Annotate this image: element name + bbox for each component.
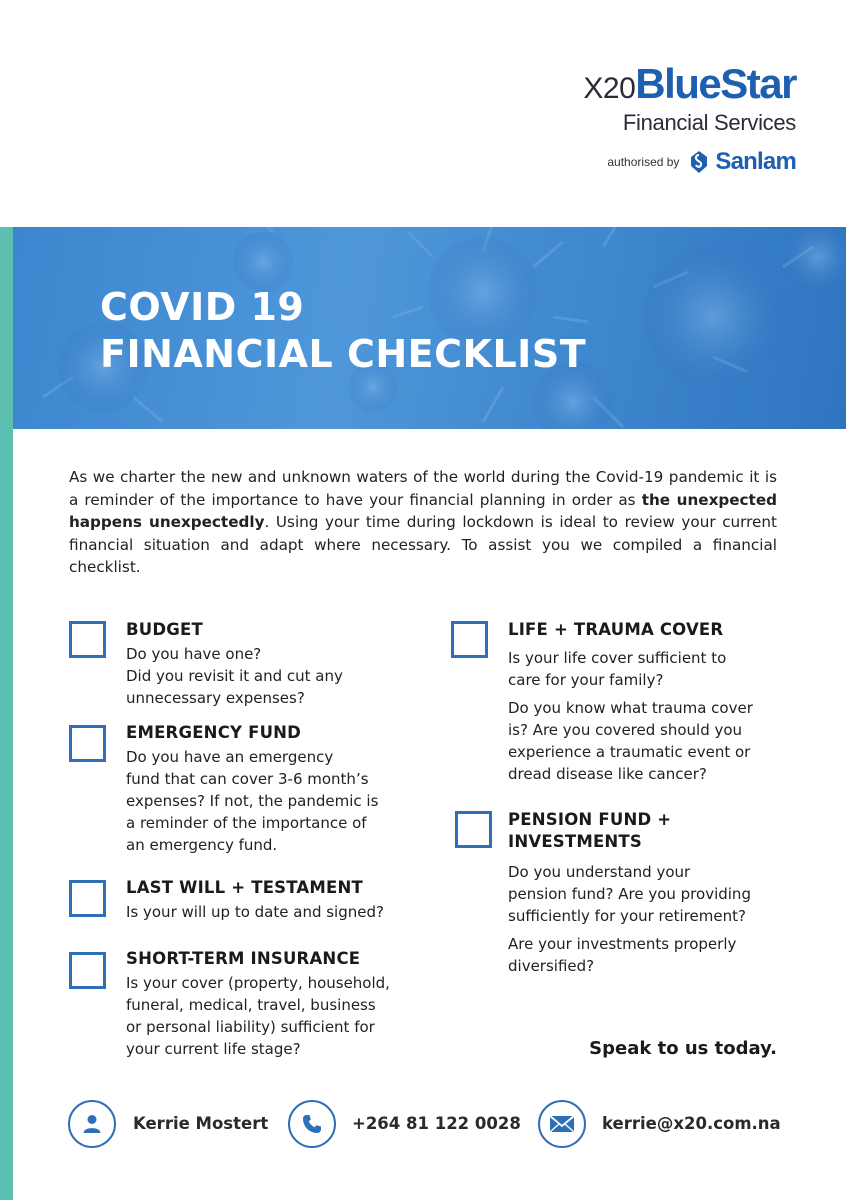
logo-prefix: X20 <box>583 72 636 105</box>
page-title <box>100 284 586 378</box>
insurance-line: Is your cover (property, household, <box>126 974 390 992</box>
contact-phone[interactable]: +264 81 122 0028 <box>352 1114 521 1133</box>
title-line-1: COVID 19 <box>100 285 305 329</box>
emergency-fund-title: EMERGENCY FUND <box>126 723 302 742</box>
life-trauma-line: care for your family? <box>508 671 664 689</box>
pension-line: pension fund? Are you providing <box>508 885 751 903</box>
authorised-by-label: authorised by <box>607 155 680 169</box>
phone-icon[interactable] <box>288 1100 336 1148</box>
logo-subtitle: Financial Services <box>622 110 796 135</box>
life-trauma-line: Is your life cover sufficient to <box>508 649 727 667</box>
company-logo <box>496 62 796 176</box>
title-line-2: FINANCIAL CHECKLIST <box>100 332 587 376</box>
pension-title: PENSION FUND + <box>508 810 672 829</box>
emergency-fund-line: an emergency fund. <box>126 836 278 854</box>
pension-line: Are your investments properly <box>508 935 737 953</box>
emergency-fund-line: expenses? If not, the pandemic is <box>126 792 379 810</box>
pension-line: diversified? <box>508 957 595 975</box>
life-trauma-line: is? Are you covered should you <box>508 721 743 739</box>
mail-icon[interactable] <box>538 1100 586 1148</box>
pension-line: sufficiently for your retirement? <box>508 907 746 925</box>
call-to-action: Speak to us today. <box>589 1038 777 1059</box>
pension-checkbox[interactable] <box>455 811 492 848</box>
emergency-fund-line: a reminder of the importance of <box>126 814 367 832</box>
life-trauma-checkbox[interactable] <box>451 621 488 658</box>
insurance-line: your current life stage? <box>126 1040 301 1058</box>
contact-email[interactable]: kerrie@x20.com.na <box>602 1114 781 1133</box>
hero-banner <box>13 227 846 429</box>
emergency-fund-checkbox[interactable] <box>69 725 106 762</box>
pension-title: INVESTMENTS <box>508 832 642 851</box>
intro-emphasis: the unexpected happens unexpectedly <box>69 490 777 531</box>
budget-line: unnecessary expenses? <box>126 689 305 707</box>
last-will-checkbox[interactable] <box>69 880 106 917</box>
partner-logo-text: Sanlam <box>715 148 796 175</box>
contact-name: Kerrie Mostert <box>133 1114 269 1133</box>
intro-paragraph <box>69 466 777 579</box>
insurance-line: funeral, medical, travel, business <box>126 996 376 1014</box>
person-icon <box>68 1100 116 1148</box>
emergency-fund-line: Do you have an emergency <box>126 748 334 766</box>
life-trauma-line: dread disease like cancer? <box>508 765 707 783</box>
life-trauma-line: Do you know what trauma cover <box>508 699 753 717</box>
pension-line: Do you understand your <box>508 863 691 881</box>
sanlam-emblem-icon <box>689 150 709 174</box>
last-will-title: LAST WILL + TESTAMENT <box>126 878 363 897</box>
insurance-checkbox[interactable] <box>69 952 106 989</box>
emergency-fund-line: fund that can cover 3-6 month’s <box>126 770 369 788</box>
budget-checkbox[interactable] <box>69 621 106 658</box>
side-accent-stripe <box>0 227 13 1200</box>
life-trauma-line: experience a traumatic event or <box>508 743 751 761</box>
insurance-line: or personal liability) sufficient for <box>126 1018 375 1036</box>
budget-title: BUDGET <box>126 620 203 639</box>
logo-brand: BlueStar <box>635 60 796 107</box>
last-will-line: Is your will up to date and signed? <box>126 903 384 921</box>
life-trauma-title: LIFE + TRAUMA COVER <box>508 620 724 639</box>
insurance-title: SHORT-TERM INSURANCE <box>126 949 361 968</box>
intro-text-1: As we charter the new and unknown waters of the world during the Covid-19 pandemic it is a reminder of the importance to have your financial planning in order as <box>69 468 777 509</box>
intro-text-2: . Using your time during lockdown is ideal to review your current financial situation and adapt where necessary. To assist you we compiled a financial checklist. <box>69 513 777 576</box>
budget-line: Did you revisit it and cut any <box>126 667 343 685</box>
budget-line: Do you have one? <box>126 645 262 663</box>
